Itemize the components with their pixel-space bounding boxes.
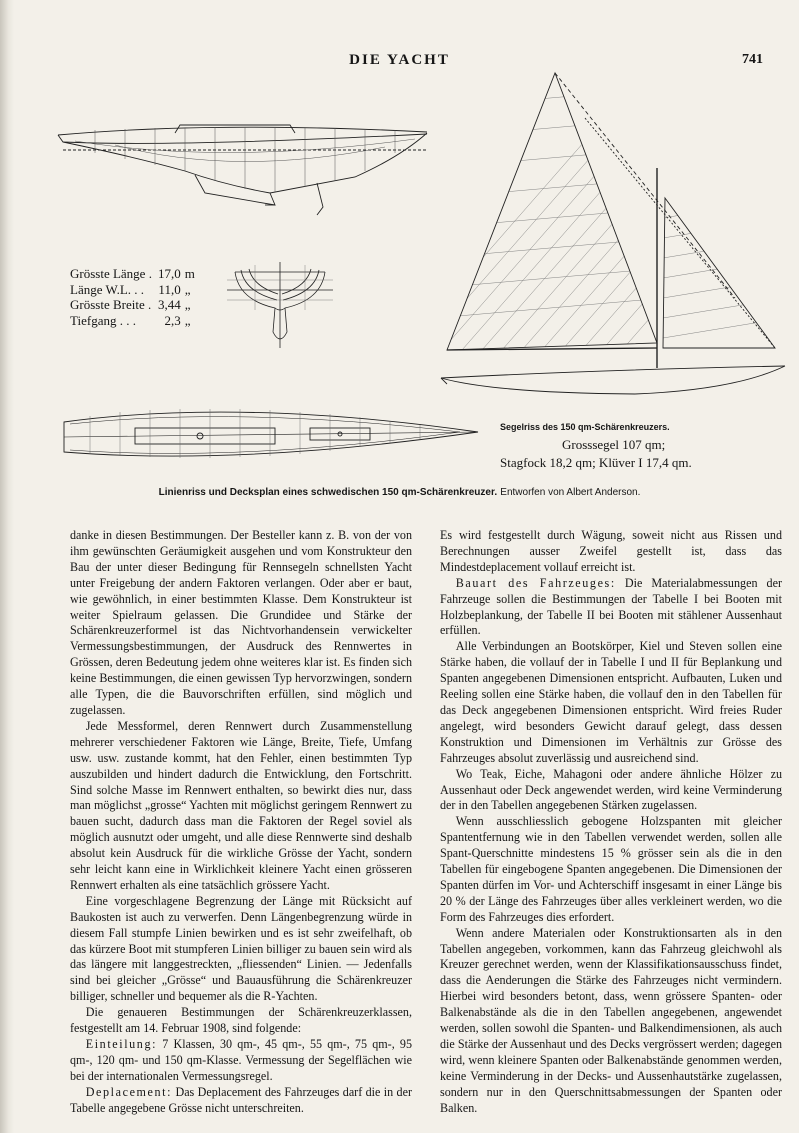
sail-plan-caption-line1: Grosssegel 107 qm; <box>562 437 666 452</box>
spec-value: 17,0 <box>157 266 181 281</box>
sail-plan-caption <box>500 418 790 472</box>
paragraph: Die genaueren Bestimmungen der Schärenkreuzerklassen, festgestellt am 14. Februar 1908, sind folgende: <box>70 1005 412 1036</box>
paragraph: Wenn ausschliesslich gebogene Holzspanten mit gleicher Spantentfernung wie in den Tabellen verwendet werden, sollen alle Spant-Querschnitte mindestens 15 % grösser sein als die in den Tabellen für eingebogene Spanten angegebenen. Die Dimensionen der Spanten dürfen im Vor- und Achterschiff insgesamt in einer Länge bis 20 % der Länge des Fahrzeuges über alles verkleinert werden, wo die Form des Fahrzeuges dies erfordert. <box>440 814 782 924</box>
paragraph: danke in diesen Bestimmungen. Der Besteller kann z. B. von der von ihm gewünschten Geräumigkeit ausgehen und vom Konstrukteur den Bau der unter dieser Bedingung für Rennsegeln schnellsten Yacht unter Freigebung der andern Faktoren verlangen. Oder aber er baut, wie gewöhnlich, in einer bestimmten Klasse. Dem Konstrukteur ist weiter Spielraum gelassen. Die Grundidee und Stärke der Schärenkreuzerformel ist das Nichtvorhandensein verwickelter Vermessungsbestimmungen, der Ausdruck des Rennwertes in Grössen, deren Bedeutung jedem ohne weiteres klar ist. Es finden sich keine Bestimmungen, die einen gewissen Typ hervorzwingen, sondern alle Typen, die die Bauvorschriften erfüllen, sind möglich und zugelassen. <box>70 528 412 717</box>
paragraph-text: 7 Klassen, 30 qm-, 45 qm-, 55 qm-, 75 qm-, 95 qm-, 120 qm- und 150 qm-Klasse. Vermessung der Segelflächen wie bei der internationalen Vermessungsregel. <box>70 1037 412 1083</box>
spec-label: Grösste Breite . <box>70 297 152 312</box>
body-plan-drawing <box>225 260 335 350</box>
spec-value: 2,3 <box>164 312 181 328</box>
paragraph-text: Das Deplacement des Fahrzeuges darf die in der Tabelle angegebene Grösse nicht unterschreiten. <box>70 1084 412 1115</box>
spec-unit: „ <box>184 297 191 312</box>
running-header-title: DIE YACHT <box>349 52 450 68</box>
term-einteilung: Einteilung: <box>85 1037 158 1051</box>
spec-value: 11,0 <box>158 281 181 297</box>
deck-plan-drawing <box>60 402 480 474</box>
spec-label: Länge W.L. . . <box>70 281 145 297</box>
hull-profile-drawing <box>55 95 430 220</box>
paragraph-text: Die Materialabmessungen der Fahrzeuge sollen die Bestimmungen der Tabelle I bei Booten mit Holzbeplankung, der Tabelle II bei Booten mit stählener Aussenhaut erfüllen. <box>440 575 782 638</box>
spec-row <box>70 282 195 298</box>
lines-plan-caption-title: Linienriss und Decksplan eines schwedischen 150 qm-Schärenkreuzer. <box>158 487 498 498</box>
spec-value: 3,44 <box>157 297 181 312</box>
sail-plan-caption-line2: Stagfock 18,2 qm; Klüver I 17,4 qm. <box>500 455 692 470</box>
paragraph: Wenn andere Materialen oder Konstruktionsarten als in den Tabellen angegeben, vorkommen, kann das Fahrzeug gleichwohl als Kreuzer gerechnet werden, wenn der Klassifikationsausschuss findet, dass die Aenderungen die Stärke des Fahrzeuges nicht vermindern. Hierbei wird besonders betont, dass, wenn grössere Spanten- oder Balkenabstände als die in den Tabellen angegebenen, angewendet werden, sollen sowohl die Spanten- und Balkendimensionen, als auch die Stärke der Aussenhaut und des Decks vergrössert werden; dagegen wird, wenn kleinere Spanten oder Balkenabstände genommen werden, keine Verminderung in der Decks- und Aussenhautstärke zugelassen, sondern nur in den Querschnittsabmessungen der Spanten oder Balken. <box>440 925 782 1115</box>
sail-plan-caption-title: Segelriss des 150 qm-Schärenkreuzers. <box>500 422 670 432</box>
spec-row <box>70 313 195 329</box>
paragraph-deplacement <box>70 1085 412 1117</box>
term-deplacement: Deplacement: <box>85 1084 173 1099</box>
paragraph: Es wird festgestellt durch Wägung, soweit nicht aus Rissen und Berechnungen ausser Zweifel gestellt ist, dass das Mindestdeplacement vollauf erreicht ist. <box>440 528 782 574</box>
spec-label: Grösste Länge . <box>70 266 152 281</box>
paragraph: Alle Verbindungen an Bootskörper, Kiel und Steven sollen eine Stärke haben, die vollauf der in Tabelle I und II für Beplankung und Spanten angegebenen Dimensionen entspricht. Aufbauten, Luken und Reeling sollen eine Stärke haben, die vollauf den in den Tabellen für das Deck angegebenen Dimensionen entspricht. Wird freies Ruder angelegt, wird besonders Gewicht darauf gelegt, dass dessen Konstruktion und Dimensionen im Verhältnis zur Grösse des Fahrzeuges absolut zuverlässig und ausreichend sind. <box>440 639 782 765</box>
lines-plan-caption <box>0 487 799 498</box>
paragraph-bauart <box>440 576 782 640</box>
paragraph-einteilung <box>70 1037 412 1085</box>
spec-unit: „ <box>184 281 191 297</box>
page-number: 741 <box>742 52 763 67</box>
spec-row <box>70 266 195 282</box>
term-bauart: Bauart des Fahrzeuges: <box>455 575 616 590</box>
lines-plan-caption-credit: Entworfen von Albert Anderson. <box>500 487 641 498</box>
yacht-dimensions-table <box>70 266 195 328</box>
left-text-column <box>70 528 412 1117</box>
paragraph: Wo Teak, Eiche, Mahagoni oder andere ähnliche Hölzer zu Aussenhaut oder Deck angewendet werden, wird keine Verminderung der in den Tabellen angegebenen Stärken zugelassen. <box>440 766 782 813</box>
spec-label: Tiefgang . . . <box>70 312 136 328</box>
paragraph: Jede Messformel, deren Rennwert durch Zusammenstellung mehrerer verschiedener Faktoren wie Länge, Breite, Tiefe, Umfang usw. usw. zustande kommt, hat den Fehler, einen bestimmten Typ auszubilden und hindert dadurch die Entwicklung, den Fortschritt. Sind solche Masse im Rennwert enthalten, so bewirkt dies nur, dass man möglichst „grosse“ Yachten mit möglichst geringem Rennwert zu bauen sucht, dadurch dass man die Faktoren der Regel soviel als möglich ausnutzt oder umgeht, und alle diese Rennwerte sind deshalb absolut kein Ausdruck für die wirkliche Grösse der Yacht, sondern sehr leicht kann eine in Wirklichkeit kleinere Yacht einen grösseren Rennwert erhalten als eine tatsächlich grössere Yacht. <box>70 718 412 892</box>
right-text-column <box>440 528 782 1117</box>
paragraph: Eine vorgeschlagene Begrenzung der Länge mit Rücksicht auf Baukosten ist auch zu verwerfen. Denn Längenbegrenzung würde in diesem Fall stumpfe Linien bewirken und es ist sehr zweifelhaft, ob das kürzere Boot mit stumpferen Linien billiger zu bauen sein wird als das längere mit langgestreckten, „fliessenden“ Linien. — Jedenfalls sind bei gleicher „Grösse“ und Bauausführung die Schärenkreuzer billiger, schneller und bequemer als die R-Yachten. <box>70 893 412 1004</box>
spec-unit: m <box>184 266 195 281</box>
spec-unit: „ <box>184 312 191 328</box>
sail-plan-drawing <box>435 48 790 400</box>
page-binding-edge <box>0 0 14 1133</box>
spec-row <box>70 297 195 313</box>
